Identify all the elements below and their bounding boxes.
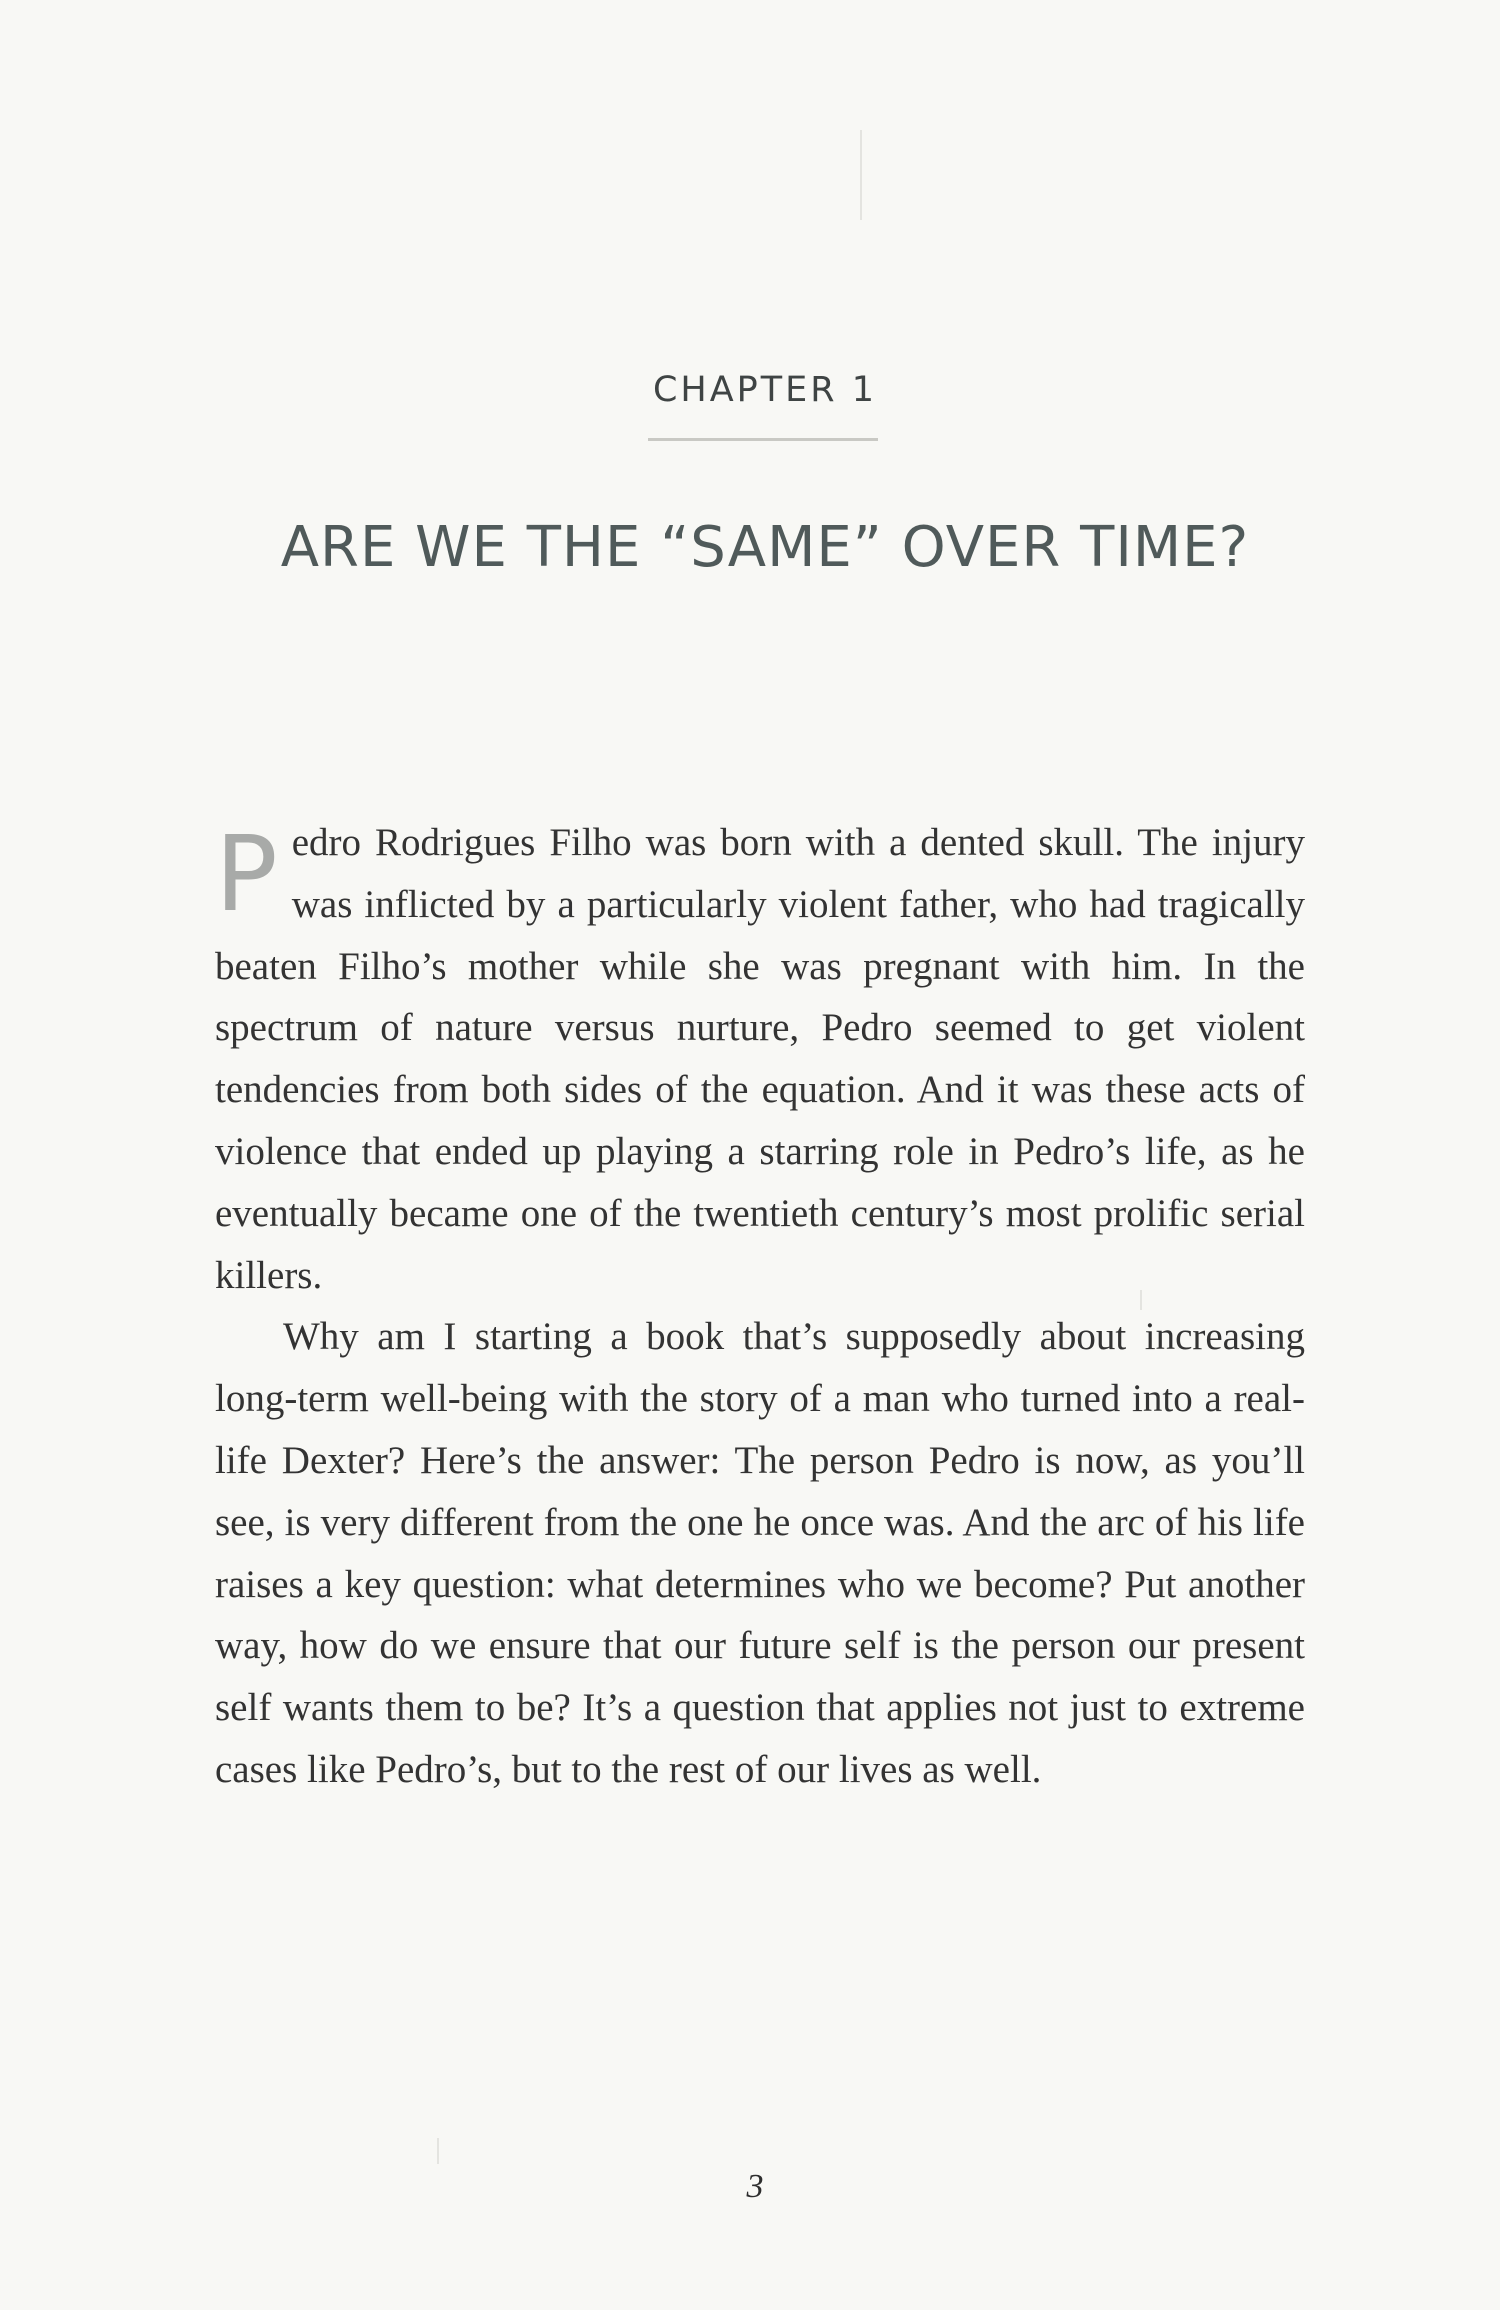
drop-cap: P <box>215 813 278 935</box>
scan-artifact <box>860 130 862 220</box>
paragraph-1 <box>215 812 1305 1306</box>
chapter-divider <box>648 438 878 441</box>
chapter-label: CHAPTER 1 <box>652 370 877 410</box>
paragraph-1-text: edro Rodrigues Filho was born with a dented skull. The injury was inflicted by a particularly violent father, who had tragically beaten Filho’s mother while she was pregnant with him. In the spectrum of nature versus nurture, Pedro seemed to get violent tendencies from both sides of the equation. And it was these acts of violence that ended up playing a starring role in Pedro’s life, as he eventually became one of the twentieth century’s most prolific serial killers. <box>215 821 1305 1297</box>
chapter-title: ARE WE THE “SAME” OVER TIME? <box>280 515 1250 580</box>
scan-artifact <box>437 2138 439 2164</box>
paragraph-2: Why am I starting a book that’s supposedly about increasing long-term well-being with the story of a man who turned into a real-life Dexter? Here’s the answer: The person Pedro is now, as you’ll see, is very different from the one he once was. And the arc of his life raises a key question: what determines who we become? Put another way, how do we ensure that our future self is the person our present self wants them to be? It’s a question that applies not just to extreme cases like Pedro’s, but to the rest of our lives as well. <box>215 1315 1305 1791</box>
body-text <box>215 812 1305 1801</box>
page-number: 3 <box>746 2168 764 2205</box>
